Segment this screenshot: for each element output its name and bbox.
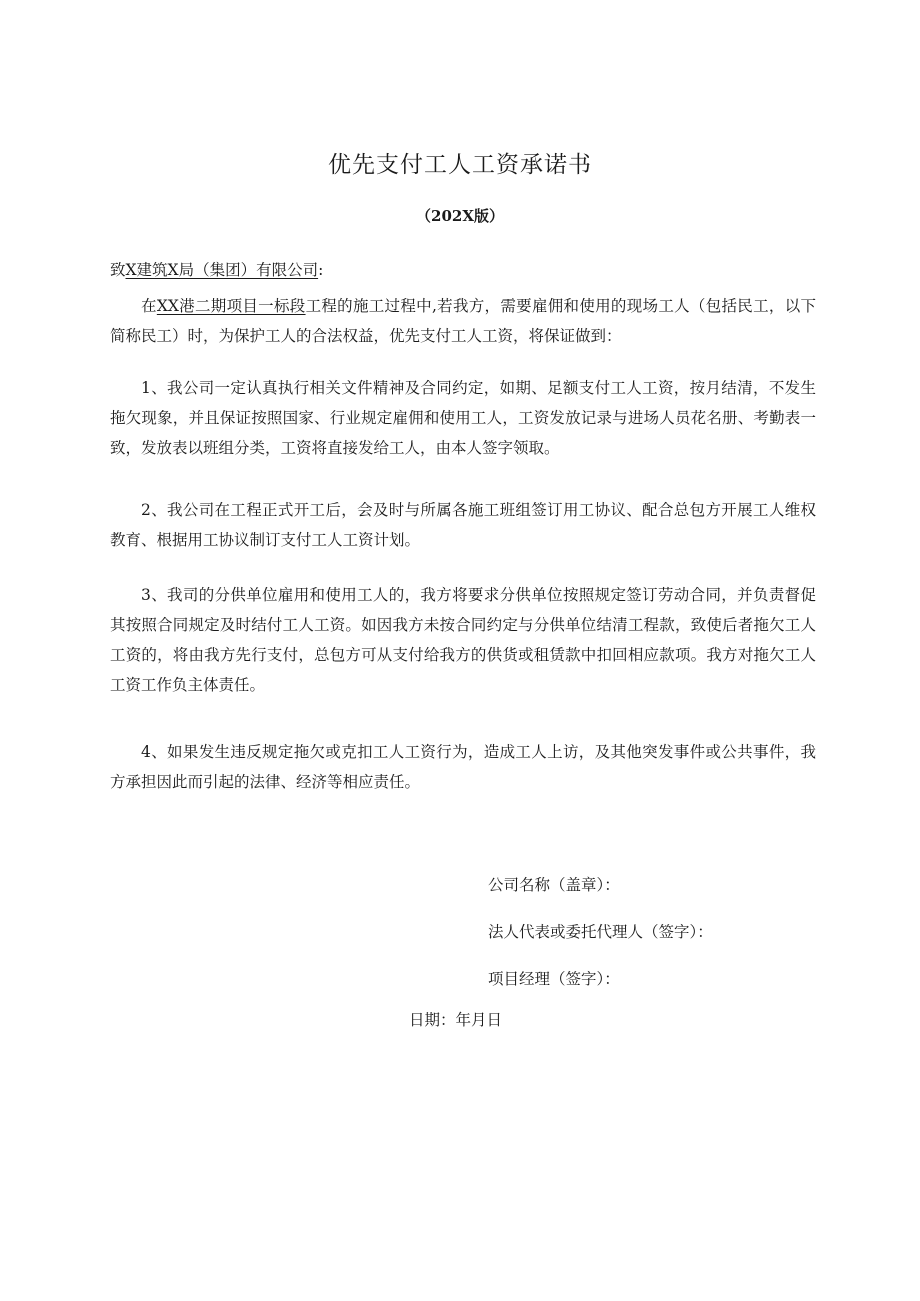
- document-title: 优先支付工人工资承诺书: [328, 152, 592, 178]
- intro-project-name: XX港二期项目一标段: [156, 297, 306, 315]
- intro-text: 工程的施工过程中,若我方，需要雇佣和使用的现场工人（包括民工，以下简称民工）时，为保护工人的合法权益，优先支付工人工资，将保证做到：: [110, 297, 816, 345]
- intro-paragraph: [110, 291, 816, 351]
- addressee-name: X建筑X局（集团）有限公司: [125, 261, 319, 279]
- intro-prefix: 在: [141, 297, 157, 315]
- signature-date: 日期：年月日: [409, 1011, 503, 1029]
- clause-1: 1、我公司一定认真执行相关文件精神及合同约定，如期、足额支付工人工资，按月结清，不发生拖欠现象，并且保证按照国家、行业规定雇佣和使用工人，工资发放记录与进场人员花名册、考勤表一致，发放表以班组分类，工资将直接发给工人，由本人签字领取。: [110, 379, 816, 457]
- clause-2: 2、我公司在工程正式开工后，会及时与所属各施工班组签订用工协议、配合总包方开展工人维权教育、根据用工协议制订支付工人工资计划。: [110, 501, 816, 549]
- addressee-suffix: :: [318, 261, 324, 279]
- addressee-prefix: 致: [110, 261, 126, 279]
- signature-project-manager: 项目经理（签字）：: [488, 970, 620, 988]
- signature-company: 公司名称（盖章）：: [488, 876, 620, 894]
- addressee-line: [110, 258, 323, 280]
- clause-4: 4、如果发生违反规定拖欠或克扣工人工资行为，造成工人上访，及其他突发事件或公共事件，我方承担因此而引起的法律、经济等相应责任。: [110, 743, 816, 791]
- document-edition: （202X版）: [416, 207, 504, 225]
- clause-3: 3、我司的分供单位雇用和使用工人的，我方将要求分供单位按照规定签订劳动合同，并负责督促其按照合同规定及时结付工人工资。如因我方未按合同约定与分供单位结清工程款，致使后者拖欠工人工资的，将由我方先行支付，总包方可从支付给我方的供货或租赁款中扣回相应款项。我方对拖欠工人工资工作负主体责任。: [110, 586, 816, 694]
- signature-legal-representative: 法人代表或委托代理人（签字）：: [488, 923, 713, 941]
